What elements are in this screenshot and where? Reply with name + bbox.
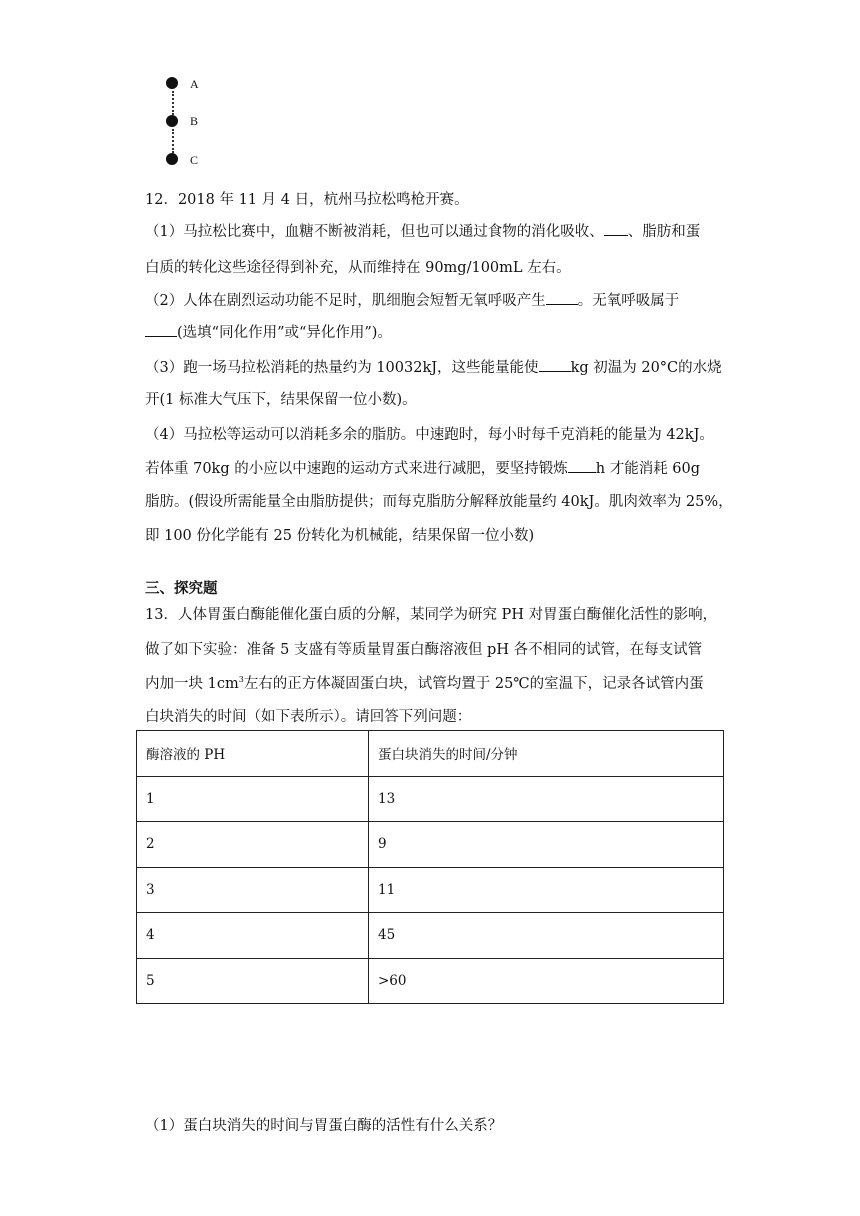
- table-cell-time: 9: [369, 822, 724, 868]
- q13-line4: 白块消失的时间（如下表所示）。请回答下列问题：: [145, 709, 472, 725]
- point-a: [166, 77, 178, 89]
- q12-part4-text-c: h 才能消耗 60g: [595, 461, 701, 477]
- q12-part3-line2: 开(1 标准大气压下，结果保留一位小数)。: [145, 392, 417, 408]
- table-cell-ph: 5: [137, 958, 369, 1004]
- q12-part4-blank[interactable]: [568, 458, 596, 473]
- point-c: [166, 153, 178, 165]
- q12-part1-blank[interactable]: [604, 221, 628, 236]
- table-header-time: 蛋白块消失的时间/分钟: [369, 731, 724, 777]
- q12-part1-line2: 白质的转化这些途径得到补充，从而维持在 90mg/100mL 左右。: [145, 260, 571, 276]
- q12-part4-text-b: 若体重 70kg 的小应以中速跑的运动方式来进行减肥，要坚持锻炼: [145, 461, 568, 477]
- q12-part2-blank-2[interactable]: [145, 322, 177, 337]
- table-cell-time: 13: [369, 776, 724, 822]
- table-cell-ph: 2: [137, 822, 369, 868]
- q12-part2-text-a: （2）人体在剧烈运动功能不足时，肌细胞会短暂无氧呼吸产生: [145, 293, 546, 309]
- table-cell-time: 45: [369, 913, 724, 959]
- q12-part2-line1: [145, 289, 679, 310]
- q12-part2-blank-1[interactable]: [546, 290, 578, 305]
- q12-part1-line1: [145, 220, 700, 241]
- point-a-label: A: [190, 77, 199, 91]
- q12-part2-text-b: 。无氧呼吸属于: [577, 293, 680, 309]
- dotted-segment-bc: [172, 129, 174, 153]
- q13-line1: 13．人体胃蛋白酶能催化蛋白质的分解，某同学为研究 PH 对胃蛋白酶催化活性的影响，: [145, 607, 718, 623]
- q12-part3-line1: [145, 356, 722, 377]
- table-cell-time: >60: [369, 958, 724, 1004]
- q12-part1-text-b: 、脂肪和蛋: [627, 224, 701, 240]
- q13-superscript: 3: [238, 675, 244, 685]
- q13-sub1: （1）蛋白块消失的时间与胃蛋白酶的活性有什么关系？: [145, 1118, 503, 1134]
- point-b: [166, 115, 178, 127]
- dotted-segment-ab: [172, 91, 174, 115]
- table-row: [137, 822, 724, 868]
- q12-part4-line3: 脂肪。(假设所需能量全由脂肪提供；而每克脂肪分解释放能量约 40kJ。肌肉效率为 25%，: [145, 494, 733, 510]
- table-header-row: [137, 731, 724, 777]
- table-cell-time: 11: [369, 867, 724, 913]
- section-title: 三、探究题: [145, 580, 218, 597]
- q12-part3-text-b: kg 初温为 20°C的水烧: [570, 360, 722, 376]
- q12-part2-text-c: (选填“同化作用”或“异化作用”)。: [177, 325, 392, 341]
- q12-part4-line4: 即 100 份化学能有 25 份转化为机械能，结果保留一位小数): [145, 528, 535, 544]
- q12-intro: 12．2018 年 11 月 4 日，杭州马拉松鸣枪开赛。: [145, 192, 469, 208]
- q12-part4-line2: [145, 457, 700, 478]
- q13-line3: [145, 672, 704, 693]
- table-row: [137, 867, 724, 913]
- q13-line3-text-a: 内加一块 1cm: [145, 676, 239, 692]
- table-cell-ph: 4: [137, 913, 369, 959]
- q13-line3-text-b: 左右的正方体凝固蛋白块，试管均置于 25℃的室温下，记录各试管内蛋: [243, 676, 704, 692]
- table-row: [137, 958, 724, 1004]
- q12-part4-line1: （4）马拉松等运动可以消耗多余的脂肪。中速跑时，每小时每千克消耗的能量为 42kJ。: [145, 427, 714, 443]
- q12-part1-text-a: （1）马拉松比赛中，血糖不断被消耗，但也可以通过食物的消化吸收、: [145, 224, 604, 240]
- table-row: [137, 776, 724, 822]
- point-b-label: B: [190, 114, 199, 128]
- ph-data-table: [136, 730, 724, 1004]
- table-cell-ph: 1: [137, 776, 369, 822]
- q13-line2: 做了如下实验：准备 5 支盛有等质量胃蛋白酶溶液但 pH 各不相同的试管，在每支试管: [145, 642, 703, 658]
- q12-part3-blank[interactable]: [539, 357, 571, 372]
- table-row: [137, 913, 724, 959]
- table-cell-ph: 3: [137, 867, 369, 913]
- table-header-ph: 酶溶液的 PH: [137, 731, 369, 777]
- q12-part3-text-a: （3）跑一场马拉松消耗的热量约为 10032kJ，这些能量能使: [145, 360, 539, 376]
- point-c-label: C: [190, 153, 199, 167]
- q12-part2-line2: [145, 321, 392, 342]
